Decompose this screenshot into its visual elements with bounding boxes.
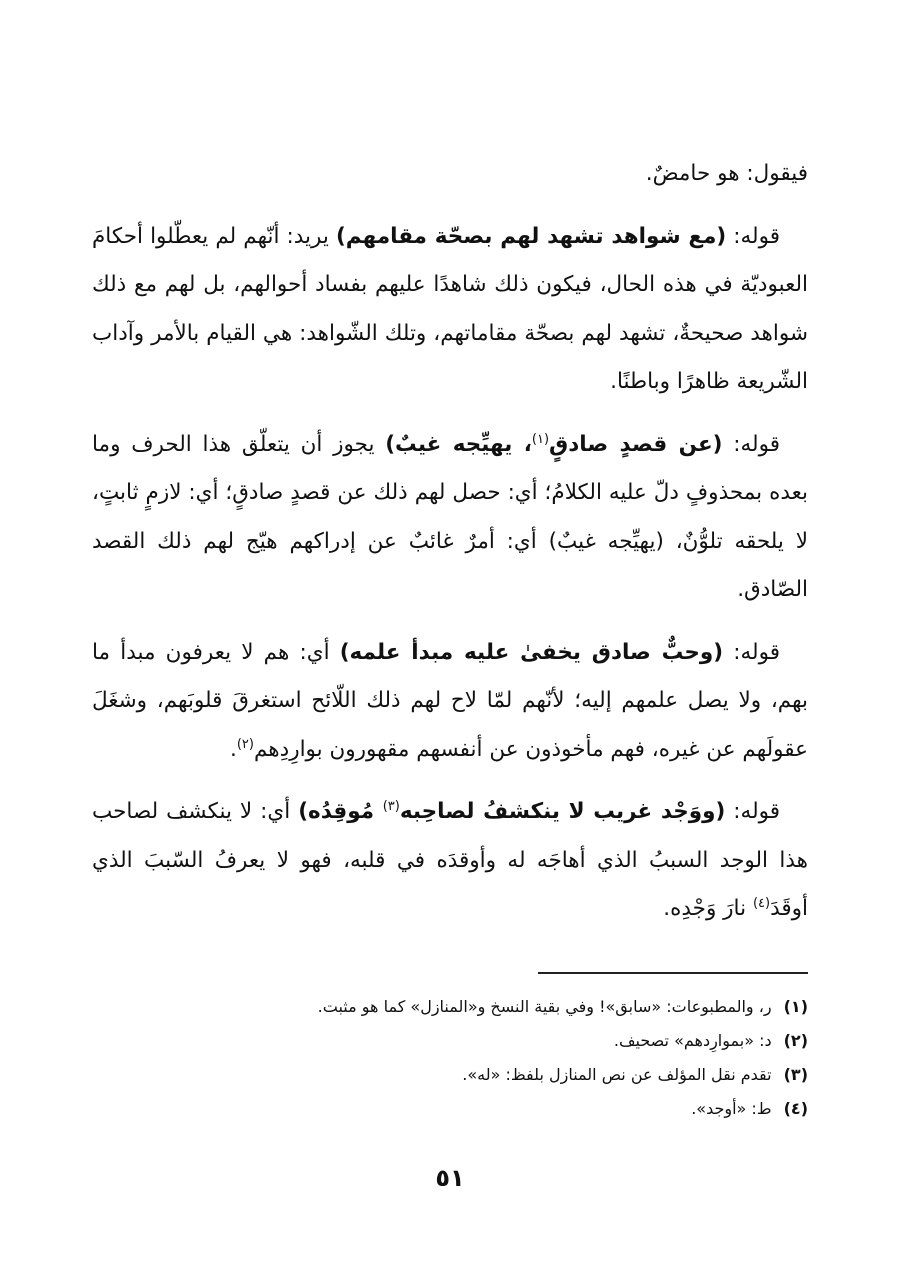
footnote-3 [92, 1058, 808, 1092]
text-segment: فيقول: هو حامضٌ. [645, 161, 808, 186]
quoted-phrase: (ووَجْد غريب لا ينكشفُ لصاحِبه [399, 799, 726, 824]
paragraph-5 [92, 788, 808, 934]
footnote-text: ر، والمطبوعات: «سابق»! وفي بقية النسخ و«المنازل» كما هو مثبت. [317, 997, 772, 1016]
text-segment: (يهيِّجه غيبٌ) [548, 528, 664, 554]
text-segment: قوله: [723, 639, 780, 665]
footnote-number: (٢) [783, 1031, 808, 1050]
footnote-number: (٤) [783, 1099, 808, 1118]
quoted-phrase: (عن قصدٍ صادقٍ [549, 431, 723, 457]
paragraph-3 [92, 421, 808, 615]
footnote-separator [538, 972, 808, 974]
main-text [92, 150, 808, 934]
footnote-4 [92, 1092, 808, 1126]
quoted-phrase: (مع شواهد تشهد لهم بصحّة مقامهم) [335, 223, 727, 249]
text-segment: نارَ وَجْدِه. [663, 896, 753, 921]
text-segment: أي: هم لا يعرفون مبدأ ما بهم، ولا يصل علمهم إليه؛ لأنّهم لمّا لاح لهم ذلك اللّائح استغرقَ قلوبَهم، وشغَلَ عقولَهم عن غيره، فهم مأخوذون عن أنفسهم مقهورون بوارِدِهم [92, 639, 808, 762]
text-segment: أي: لا ينكشف لصاحب هذا الوجد السببُ الذي أهاجَه له وأوقدَه في قلبه، فهو لا يعرفُ السّببَ الذي أوقَدَ [92, 799, 808, 921]
quoted-phrase: مُوقِدُه) [298, 799, 383, 824]
text-segment: قوله: [725, 799, 781, 824]
footnote-text: د: «بموارِدهم» تصحيف. [613, 1031, 772, 1050]
footnote-number: (٣) [783, 1065, 808, 1084]
footnote-1 [92, 990, 808, 1024]
text-segment: يريد: أنّهم لم يعطّلوا أحكامَ العبوديّة في هذه الحال، فيكون ذلك شاهدًا عليهم بفساد أحوالهم، بل لهم مع ذلك شواهد صحيحةٌ، تشهد لهم بصحّة مقاماتهم، وتلك الشّواهد: هي القيام بالأمر وآداب الشّريعة ظاهرًا وباطنًا. [92, 223, 808, 394]
footnote-ref-1: (١) [531, 431, 550, 447]
footnote-ref-4: (٤) [752, 895, 771, 911]
quoted-phrase: ، يهيِّجه غيبٌ) [385, 431, 532, 457]
paragraph-1 [92, 150, 808, 199]
footnote-2 [92, 1024, 808, 1058]
footnotes [92, 990, 808, 1126]
footnote-text: ط: «أوجد». [691, 1099, 772, 1118]
paragraph-2 [92, 213, 808, 407]
text-segment: أي: أمرٌ غائبٌ عن إدراكهم هيّج لهم ذلك القصد الصّادق. [92, 528, 808, 602]
quoted-phrase: (وحبٌّ صادق يخفىٰ عليه مبدأ علمه) [339, 639, 724, 665]
paragraph-4 [92, 629, 808, 775]
footnote-ref-3: (٣) [382, 798, 400, 814]
text-segment: يجوز أن يتعلّق هذا الحرف وما بعده بمحذوفٍ دلّ عليه الكلامُ؛ أي: حصل لهم ذلك عن قصدٍ صادقٍ؛ أي: لازمٍ ثابتٍ، لا يلحقه تلوُّنٌ، [92, 431, 808, 554]
text-segment: . [230, 736, 237, 762]
text-segment: قوله: [726, 223, 780, 249]
page-number: ٥١ [435, 1164, 465, 1192]
footnote-text: تقدم نقل المؤلف عن نص المنازل بلفظ: «له». [462, 1065, 772, 1084]
footnote-number: (١) [783, 997, 808, 1016]
text-segment: قوله: [722, 431, 780, 457]
footnote-ref-2: (٢) [236, 736, 254, 752]
